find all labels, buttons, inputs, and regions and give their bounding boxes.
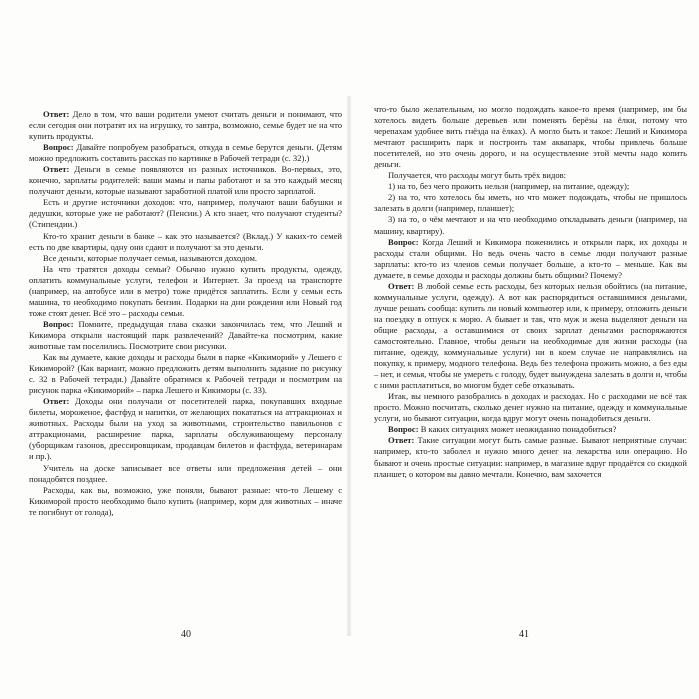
paragraph-label: Ответ: xyxy=(43,109,70,119)
paragraph xyxy=(374,237,687,281)
paragraph-text: что-то было желательным, но могло подождать какое-то время (например, им бы хотелось видеть больше деревьев или поменять берёзы на ёлки, потому что черепахам удобнее вить гнёзда на ёлках). А могло быть и такое: Леший и Кикимора мечтают расширить парк и построить там аквапарк, чтобы привлечь больше посетителей, но это очень дорого, и на осуществление этой мечты надо копить деньги. xyxy=(374,104,687,170)
paragraph-label: Вопрос: xyxy=(388,236,419,247)
paragraph-text: Доходы они получали от посетителей парка, покупавших входные билеты, мороженое, фастфуд и напитки, от желающих покататься на аттракционах и животных. Расходы были на уход за животными, строительство павильонов с аттракционами, расширение парка, зарплаты обслуживающему персоналу (уборщикам газонов, дрессировщикам, продавцам билетов и фастфуда, ветеринарам и пр.). xyxy=(29,396,342,462)
page-number-left: 40 xyxy=(181,629,191,640)
paragraph-text: 2) на то, что хотелось бы иметь, но что может подождать, чтобы не пришлось залезать в долги (например, планшет); xyxy=(374,192,687,214)
paragraph xyxy=(374,391,687,424)
paragraph xyxy=(29,485,342,518)
paragraph xyxy=(29,253,342,264)
paragraph xyxy=(374,104,687,170)
paragraph xyxy=(29,109,342,142)
paragraph-label: Ответ: xyxy=(388,435,415,446)
paragraph-label: Вопрос: xyxy=(43,318,74,329)
paragraph-text: Кто-то хранит деньги в банке – как это называется? (Вклад.) У каких-то семей есть по две квартиры, одну они сдают и получают за это деньги. xyxy=(29,230,342,252)
left-page-text xyxy=(29,109,342,629)
paragraph xyxy=(29,164,342,197)
paragraph-label: Ответ: xyxy=(388,280,415,291)
paragraph-text: На что тратятся доходы семьи? Обычно нужно купить продукты, одежду, оплатить коммунальные услуги, телефон и Интернет. За проезд на транспорте (например, на автобусе или в метро) тоже придётся заплатить. Если у семьи есть машина, то необходимо покупать бензин. Подарки на дни рождения или Новый год тоже стоят денег. Всё это – расходы семьи. xyxy=(29,263,342,318)
paragraph-text: Получается, что расходы могут быть трёх видов: xyxy=(388,170,567,181)
paragraph-text: 3) на то, о чём мечтают и на что необходимо откладывать деньги (например, на машину, квартиру). xyxy=(374,214,687,236)
paragraph-text: Есть и другие источники доходов: что, например, получают ваши бабушки и дедушки, которые уже не работают? (Пенсии.) А кто знает, что получают студенты? (Стипендии.) xyxy=(29,197,342,230)
paragraph xyxy=(29,352,342,396)
paragraph-text: Все деньги, которые получает семья, называются доходом. xyxy=(43,252,258,263)
paragraph-label: Ответ: xyxy=(43,164,70,175)
paragraph-label: Вопрос: xyxy=(43,142,74,153)
paragraph xyxy=(29,142,342,164)
book-gutter xyxy=(346,96,352,636)
paragraph-text: Как вы думаете, какие доходы и расходы были в парке «Кикиморий» у Лешего с Кикиморой? (Как вариант, можно предложить детям выполнить задание по рисунку с. 32 в Рабочей тетради.) Давайте обратимся к Рабочей тетради и посмотрим на рисунок парка «Кикиморий» – парка Лешего и Кикиморы (с. 33). xyxy=(29,352,342,396)
paragraph-text: Деньги в семье появляются из разных источников. Во-первых, это, конечно, зарплаты родителей: ваши мамы и папы работают и за это каждый месяц получают деньги, которые называют заработной платой или просто зарплатой. xyxy=(29,164,342,197)
list-item xyxy=(374,214,687,236)
paragraph xyxy=(29,319,342,352)
paragraph-label: Ответ: xyxy=(43,396,70,407)
paragraph xyxy=(29,231,342,253)
paragraph xyxy=(374,170,687,181)
paragraph xyxy=(29,463,342,485)
paragraph-text: Когда Леший и Кикимора поженились и открыли парк, их доходы и расходы стали общими. Но ведь очень часто в семье люди получают разные зарплаты: кто-то из членов семьи получает больше, а кто-то – меньше. Как вы думаете, в семье доходы и расходы должны быть общими? Почему? xyxy=(374,236,687,280)
paragraph-text: В каких ситуациях может неожиданно понадобиться? xyxy=(418,424,617,435)
paragraph-text: Расходы, как вы, возможно, уже поняли, бывают разные: что-то Лешему с Кикиморой просто необходимо было купить (например, корм для животных – иначе те погибнут от голода), xyxy=(29,484,342,517)
paragraph xyxy=(374,435,687,479)
paragraph-text: В любой семье есть расходы, без которых нельзя обойтись (на питание, коммунальные услуги, одежду). А вот как распорядиться оставшимися деньгами, лучше решать сообща: купить ли новый компьютер или, к примеру, отложить деньги на поездку в отпуск к морю. А бывает и так, что муж и жена выделяют деньги на общие расходы, а оставшимися от своих зарплат деньгами распоряжаются самостоятельно. Главное, чтобы деньги на необходимые для жизни расходы (на питание, одежду, коммунальные услуги) ни в коем случае не направлялись на покупку, к примеру, модного телефона. Ведь без телефона прожить можно, а без еды – нет, и семья, чтобы не умереть с голоду, будет вынуждена залезать в долги и, чтобы с ними расплатиться, во многом будет себе отказывать. xyxy=(374,280,687,391)
paragraph xyxy=(29,264,342,319)
right-page-text xyxy=(374,104,687,624)
paragraph xyxy=(374,281,687,391)
paragraph-text: Помните, предыдущая глава сказки закончилась тем, что Леший и Кикимора открыли настоящий парк развлечений? Давайте-ка посмотрим, какие животные там поселились. Посмотрите свои рисунки. xyxy=(29,318,342,351)
paragraph-text: Итак, вы немного разобрались в доходах и расходах. Но с расходами не всё так просто. Можно посчитать, сколько денег нужно на питание, одежду и коммунальные услуги, но бывают ситуации, когда вдруг могут очень понадобиться деньги. xyxy=(374,391,687,424)
paragraph xyxy=(29,197,342,230)
paragraph-text: Такие ситуации могут быть самые разные. Бывают неприятные случаи: например, кто-то заболел и нужно много денег на лекарства или операцию. Но бывают и очень простые ситуации: например, в магазине вдруг продаётся со скидкой планшет, о котором вы давно мечтали. Конечно, вам захочется xyxy=(374,435,687,479)
list-item xyxy=(374,181,687,192)
paragraph-text: Дело в том, что ваши родители умеют считать деньги и понимают, что если сегодня они потратят их на игрушку, то завтра, возможно, семье будет не на что купить продукты. xyxy=(29,109,342,142)
paragraph-text: Давайте попробуем разобраться, откуда в семье берутся деньги. (Детям можно предложить составить рассказ по картинке в Рабочей тетради (с. 32).) xyxy=(29,142,342,164)
paragraph-text: Учитель на доске записывает все ответы или предложения детей – они понадобятся позднее. xyxy=(29,462,342,484)
paragraph-text: 1) на то, без чего прожить нельзя (например, на питание, одежду); xyxy=(388,181,630,192)
paragraph xyxy=(374,424,687,435)
list-item xyxy=(374,192,687,214)
paragraph xyxy=(29,396,342,462)
page-number-right: 41 xyxy=(519,629,529,640)
paragraph-label: Вопрос: xyxy=(388,424,419,435)
